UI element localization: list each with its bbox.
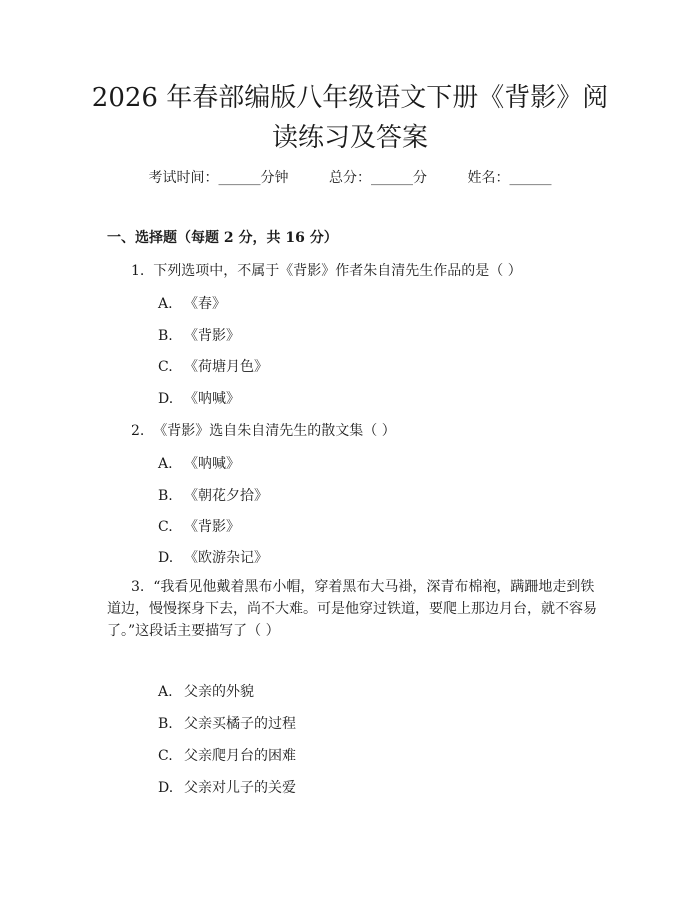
total-score-field xyxy=(329,170,427,186)
question-2-option-d xyxy=(158,548,268,568)
option-letter: A. xyxy=(158,456,173,472)
total-score-blank: ______ xyxy=(371,170,413,186)
option-text: 《欧游杂记》 xyxy=(184,550,268,566)
question-2-option-b xyxy=(158,486,268,506)
option-letter: C. xyxy=(158,748,173,764)
question-1-option-c xyxy=(158,357,268,377)
question-2 xyxy=(131,420,396,442)
option-letter: D. xyxy=(158,391,174,407)
option-text: 《背影》 xyxy=(184,519,240,535)
page-title xyxy=(80,78,620,158)
question-3-option-b xyxy=(158,714,296,734)
total-score-label: 总分： xyxy=(329,170,371,186)
question-text: 《背影》选自朱自清先生的散文集（ ） xyxy=(153,423,396,439)
question-3-option-c xyxy=(158,746,296,766)
question-3-option-a xyxy=(158,682,254,702)
question-3 xyxy=(107,576,597,642)
student-name-blank: ______ xyxy=(509,170,552,186)
question-text: “我看见他戴着黑布小帽，穿着黑布大马褂，深青布棉袍，蹒跚地走到铁道边，慢慢探身下去，尚不大难。可是他穿过铁道，要爬上那边月台，就不容易了。”这段话主要描写了（ ） xyxy=(107,579,597,639)
option-text: 《春》 xyxy=(184,296,226,312)
question-number: 1. xyxy=(131,263,145,279)
option-letter: A. xyxy=(158,296,173,312)
option-text: 父亲对儿子的关爱 xyxy=(184,780,296,796)
question-2-option-a xyxy=(158,454,240,474)
option-letter: B. xyxy=(158,328,173,344)
exam-time-field xyxy=(149,170,289,186)
question-2-option-c xyxy=(158,517,240,537)
option-letter: A. xyxy=(158,684,173,700)
question-number: 3. xyxy=(131,579,145,595)
option-letter: D. xyxy=(158,780,174,796)
title-line-2: 读练习及答案 xyxy=(271,123,428,153)
option-letter: C. xyxy=(158,519,173,535)
option-text: 《呐喊》 xyxy=(184,456,240,472)
option-text: 《朝花夕拾》 xyxy=(184,488,268,504)
option-text: 父亲买橘子的过程 xyxy=(184,716,296,732)
option-text: 《呐喊》 xyxy=(184,391,240,407)
exam-time-blank: ______ xyxy=(218,170,261,186)
question-number: 2. xyxy=(131,423,145,439)
question-1-option-a xyxy=(158,294,226,314)
question-1-option-d xyxy=(158,389,240,409)
student-name-label: 姓名： xyxy=(467,170,510,186)
option-letter: B. xyxy=(158,716,173,732)
exam-time-unit: 分钟 xyxy=(260,170,289,186)
option-letter: D. xyxy=(158,550,174,566)
option-letter: C. xyxy=(158,359,173,375)
student-name-field xyxy=(467,170,551,186)
question-1-option-b xyxy=(158,326,240,346)
question-text: 下列选项中，不属于《背影》作者朱自清先生作品的是（ ） xyxy=(153,263,522,279)
question-3-option-d xyxy=(158,778,296,798)
exam-info-line xyxy=(0,168,700,188)
option-text: 《荷塘月色》 xyxy=(184,359,268,375)
title-line-1: 2026 年春部编版八年级语文下册《背影》阅 xyxy=(91,83,609,113)
total-score-unit: 分 xyxy=(413,170,427,186)
option-text: 《背影》 xyxy=(184,328,240,344)
question-1 xyxy=(131,260,522,282)
option-text: 父亲爬月台的困难 xyxy=(184,748,296,764)
exam-time-label: 考试时间： xyxy=(148,170,219,186)
option-text: 父亲的外貌 xyxy=(184,684,254,700)
option-letter: B. xyxy=(158,488,173,504)
section-heading: 一、选择题（每题 2 分，共 16 分） xyxy=(107,230,338,246)
